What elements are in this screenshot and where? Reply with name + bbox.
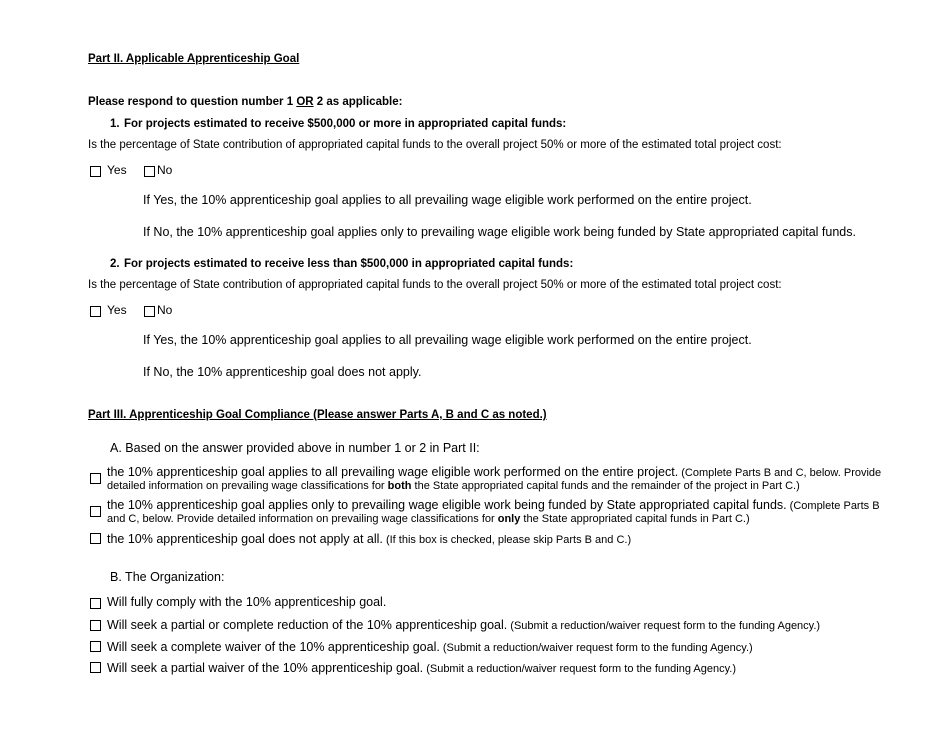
b-opt3-line	[107, 638, 753, 656]
b-opt2-main: Will seek a partial or complete reduction of the 10% apprenticeship goal.	[107, 618, 508, 632]
respond-pre: Please respond to question number 1	[88, 96, 297, 108]
q1-if-yes: If Yes, the 10% apprenticeship goal applies to all prevailing wage eligible work performed on the entire project.	[143, 193, 752, 207]
part2-title: Part II. Applicable Apprenticeship Goal	[88, 53, 300, 65]
q2-if-no: If No, the 10% apprenticeship goal does not apply.	[143, 365, 422, 379]
a-opt1-line2-pre: detailed information on prevailing wage classifications for	[107, 480, 388, 492]
q1-heading	[110, 118, 566, 130]
a-opt2-line1	[107, 496, 880, 514]
q1-no-label: No	[157, 163, 173, 177]
b-opt3-note: (Submit a reduction/waiver request form to the funding Agency.)	[439, 642, 753, 654]
q1-if-no: If No, the 10% apprenticeship goal applies only to prevailing wage eligible work being funded by State appropriated capital funds.	[143, 225, 856, 239]
a-opt2-line2	[107, 513, 750, 525]
q2-no-checkbox[interactable]	[144, 306, 155, 317]
a-opt1-line2-bold: both	[387, 480, 412, 492]
a-opt2-line2-bold: only	[497, 513, 521, 525]
q1-heading-text: For projects estimated to receive $500,000 or more in appropriated capital funds:	[124, 118, 567, 130]
a-opt1-line1	[107, 463, 881, 481]
q2-no-label: No	[157, 303, 173, 317]
a-opt1-checkbox[interactable]	[90, 473, 101, 484]
q2-heading-text: For projects estimated to receive less than $500,000 in appropriated capital funds:	[124, 258, 574, 270]
b-opt2-line	[107, 616, 820, 634]
q1-yes-label: Yes	[107, 163, 127, 177]
b-opt1-label: Will fully comply with the 10% apprenticeship goal.	[107, 595, 387, 609]
respond-post: 2 as applicable:	[313, 96, 403, 108]
b-opt4-main: Will seek a partial waiver of the 10% apprenticeship goal.	[107, 661, 424, 675]
q1-number: 1.	[110, 118, 120, 130]
q1-question: Is the percentage of State contribution of appropriated capital funds to the overall project 50% or more of the estimated total project cost:	[88, 139, 782, 151]
a-opt3-note: (If this box is checked, please skip Parts B and C.)	[382, 534, 632, 546]
a-opt2-note: (Complete Parts B	[786, 500, 880, 512]
a-opt2-checkbox[interactable]	[90, 506, 101, 517]
b-opt2-checkbox[interactable]	[90, 620, 101, 631]
section-a-heading: A. Based on the answer provided above in number 1 or 2 in Part II:	[110, 441, 480, 455]
a-opt3-line	[107, 530, 631, 548]
a-opt1-note: (Complete Parts B and C, below. Provide	[678, 467, 882, 479]
q2-question: Is the percentage of State contribution of appropriated capital funds to the overall project 50% or more of the estimated total project cost:	[88, 279, 782, 291]
section-b-heading: B. The Organization:	[110, 570, 225, 584]
part3-title: Part III. Apprenticeship Goal Compliance (Please answer Parts A, B and C as noted.)	[88, 409, 547, 421]
a-opt2-line2-post: the State appropriated capital funds in Part C.)	[520, 513, 750, 525]
q2-yes-checkbox[interactable]	[90, 306, 101, 317]
a-opt1-main: the 10% apprenticeship goal applies to all prevailing wage eligible work performed on the entire project.	[107, 465, 679, 479]
b-opt4-line	[107, 659, 736, 677]
b-opt1-checkbox[interactable]	[90, 598, 101, 609]
a-opt3-main: the 10% apprenticeship goal does not apply at all.	[107, 532, 383, 546]
a-opt3-checkbox[interactable]	[90, 533, 101, 544]
q1-no-checkbox[interactable]	[144, 166, 155, 177]
respond-instruction	[88, 96, 402, 108]
respond-or: OR	[296, 96, 314, 108]
b-opt4-checkbox[interactable]	[90, 662, 101, 673]
a-opt1-line2	[107, 480, 800, 492]
a-opt2-main: the 10% apprenticeship goal applies only to prevailing wage eligible work being funded by State appropriated capital funds.	[107, 498, 787, 512]
q2-heading	[110, 258, 573, 270]
q2-if-yes: If Yes, the 10% apprenticeship goal applies to all prevailing wage eligible work performed on the entire project.	[143, 333, 752, 347]
q2-yes-label: Yes	[107, 303, 127, 317]
b-opt3-checkbox[interactable]	[90, 641, 101, 652]
b-opt2-note: (Submit a reduction/waiver request form to the funding Agency.)	[507, 620, 821, 632]
q1-yes-checkbox[interactable]	[90, 166, 101, 177]
a-opt1-line2-post: the State appropriated capital funds and the remainder of the project in Part C.)	[411, 480, 800, 492]
a-opt2-line2-pre: and C, below. Provide detailed information on prevailing wage classifications for	[107, 513, 498, 525]
b-opt4-note: (Submit a reduction/waiver request form to the funding Agency.)	[423, 663, 736, 675]
b-opt3-main: Will seek a complete waiver of the 10% apprenticeship goal.	[107, 640, 440, 654]
q2-number: 2.	[110, 258, 120, 270]
